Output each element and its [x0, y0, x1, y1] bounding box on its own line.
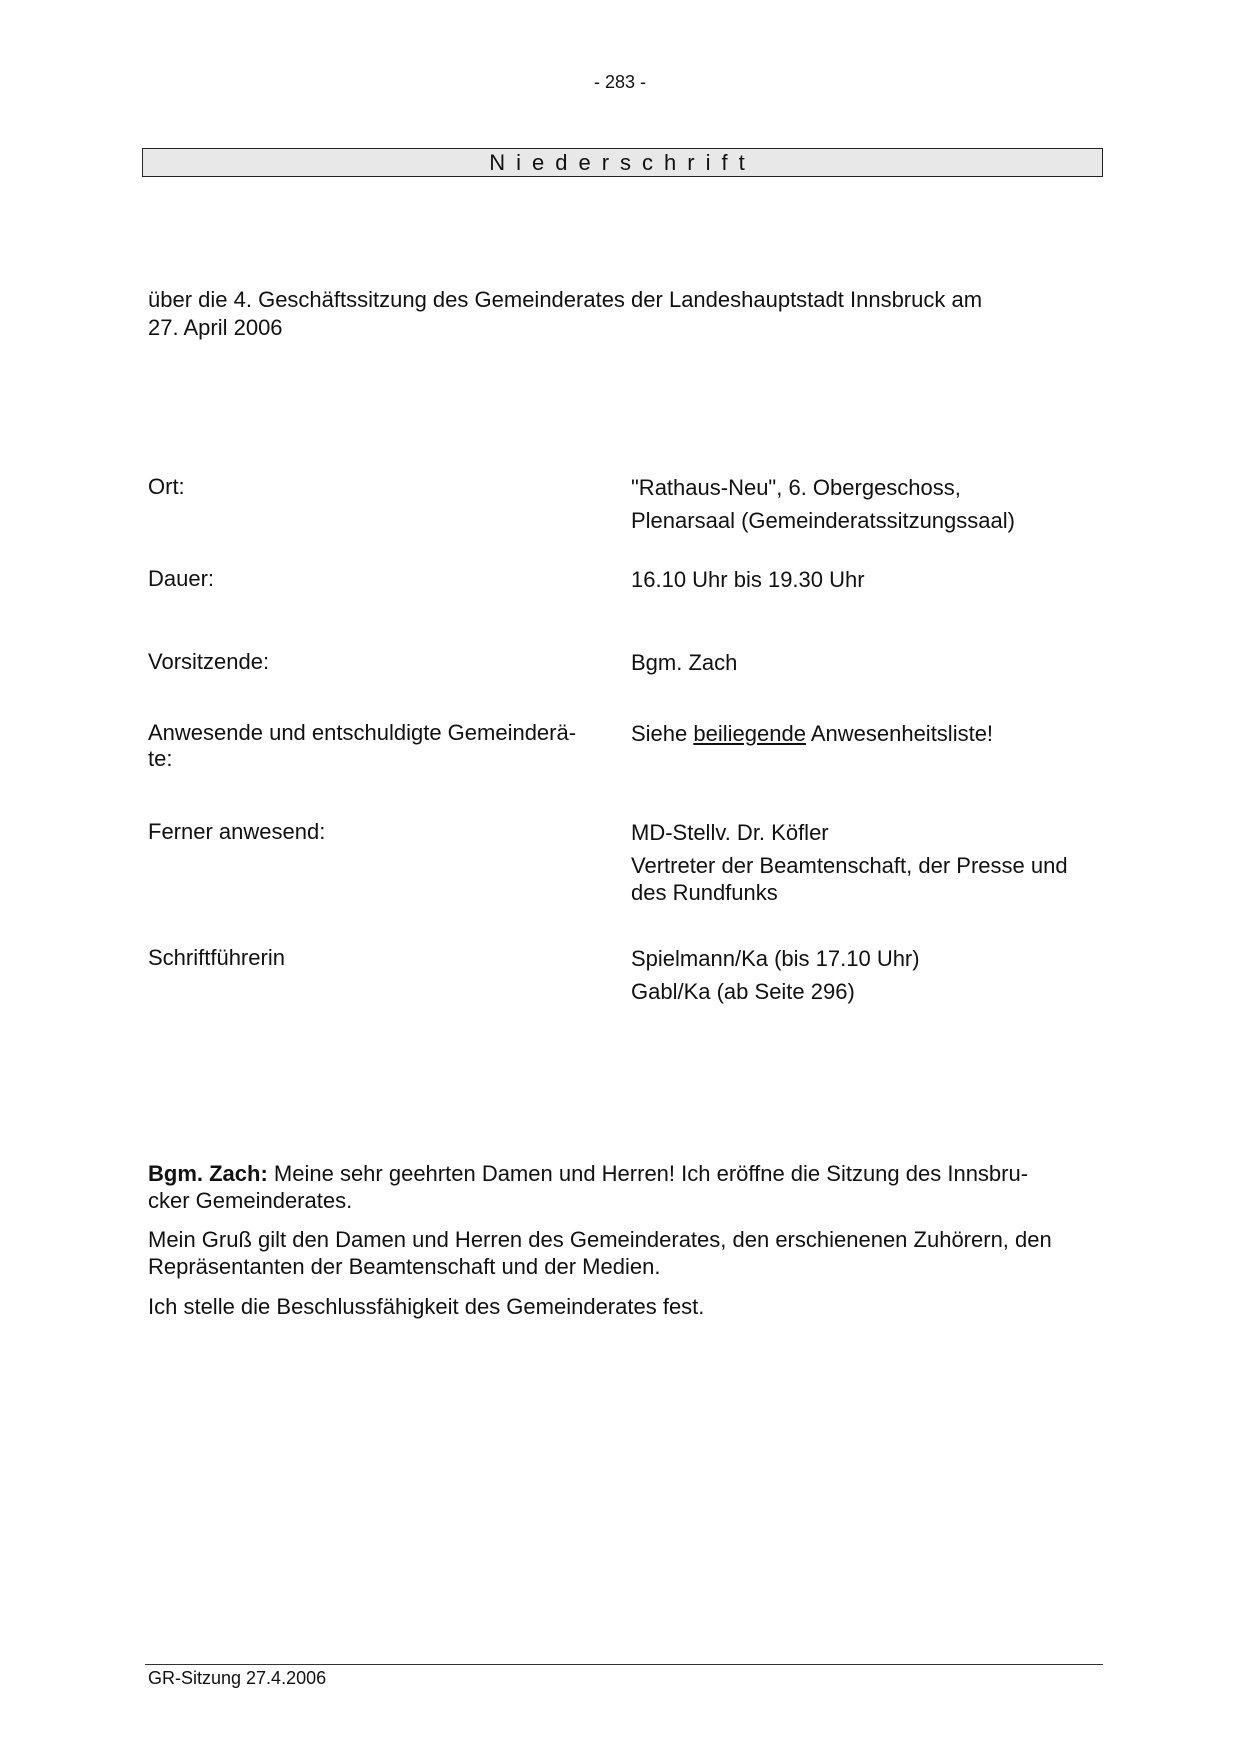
speech-p2-line-1: Mein Gruß gilt den Damen und Herren des Gemeinderates, den erschienenen Zuhörern, den: [148, 1227, 1052, 1252]
footer-divider: [145, 1664, 1103, 1665]
speech-p1-line-1: [148, 1160, 1108, 1187]
document-title: Niederschrift: [142, 148, 1103, 177]
speaker-name: Bgm. Zach:: [148, 1161, 268, 1186]
info-label-schriftfuehrerin: Schriftführerin: [148, 945, 285, 970]
info-label-ferner: Ferner anwesend:: [148, 819, 326, 844]
info-value-ferner: [631, 819, 1111, 906]
ort-value-line-2: Plenarsaal (Gemeinderatssitzungssaal): [631, 508, 1015, 533]
footer-text: GR-Sitzung 27.4.2006: [148, 1668, 327, 1688]
info-label-ort: Ort:: [148, 474, 185, 499]
speech-p2-line-2: Repräsentanten der Beamtenschaft und der Medien.: [148, 1254, 661, 1279]
info-label-anwesende: [148, 720, 608, 772]
anwesende-label-line-2: te:: [148, 746, 173, 771]
speech-p1-line-2: cker Gemeinderates.: [148, 1188, 353, 1213]
speech-paragraph-1: [148, 1160, 1108, 1214]
intro-line-1: über die 4. Geschäftssitzung des Gemeinderates der Landeshauptstadt Innsbruck am: [148, 287, 983, 312]
anwesende-value-prefix: Siehe: [631, 721, 694, 746]
intro-text: [148, 286, 1108, 342]
info-value-vorsitzende: [631, 649, 1111, 676]
speech-paragraph-3: [148, 1293, 1108, 1320]
anwesende-value-suffix: Anwesenheitsliste!: [805, 721, 994, 746]
info-value-dauer: [631, 566, 1111, 593]
dauer-value: 16.10 Uhr bis 19.30 Uhr: [631, 567, 865, 592]
ort-value-line-1: "Rathaus-Neu", 6. Obergeschoss,: [631, 475, 961, 500]
speech-p3-line-1: Ich stelle die Beschlussfähigkeit des Gemeinderates fest.: [148, 1294, 705, 1319]
info-label-dauer: Dauer:: [148, 566, 215, 591]
ferner-value-line-2: Vertreter der Beamtenschaft, der Presse und: [631, 853, 1068, 878]
schriftfuehrerin-value-line-2: Gabl/Ka (ab Seite 296): [631, 979, 855, 1004]
info-value-ort: [631, 474, 1111, 534]
anwesende-label-line-1: Anwesende und entschuldigte Gemeinderä-: [148, 720, 577, 745]
info-value-schriftfuehrerin: [631, 945, 1111, 1005]
info-value-anwesende: [631, 720, 1111, 747]
speech-paragraph-2: [148, 1226, 1108, 1280]
vorsitzende-value: Bgm. Zach: [631, 650, 738, 675]
anwesende-value-underlined: beiliegende: [693, 721, 806, 746]
ferner-value-line-1: MD-Stellv. Dr. Köfler: [631, 820, 829, 845]
intro-line-2: 27. April 2006: [148, 315, 283, 340]
anwesende-value: [631, 720, 1111, 747]
schriftfuehrerin-value-line-1: Spielmann/Ka (bis 17.10 Uhr): [631, 946, 920, 971]
info-label-vorsitzende: Vorsitzende:: [148, 649, 270, 674]
ferner-value-line-3: des Rundfunks: [631, 880, 778, 905]
speech-p1-text: Meine sehr geehrten Damen und Herren! Ich eröffne die Sitzung des Innsbru-: [267, 1161, 1029, 1186]
page-number: - 283 -: [593, 72, 647, 92]
